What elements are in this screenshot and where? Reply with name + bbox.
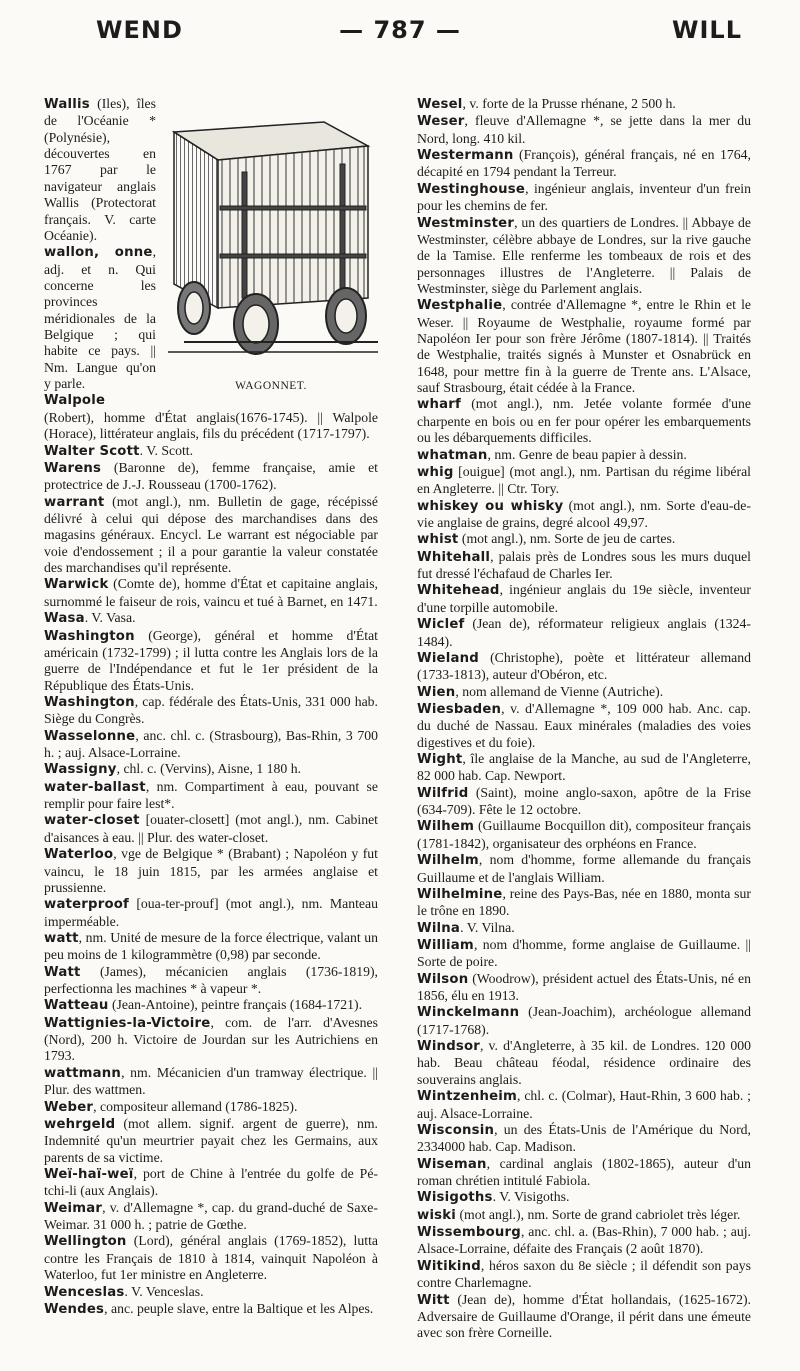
dictionary-entry	[417, 531, 751, 548]
entry-definition: (Jean-Antoine), peintre français (1684-1721).	[108, 997, 363, 1013]
entry-definition: , nm. Mécanicien d'un tramway électrique. || Plur. des wattmen.	[44, 1064, 378, 1098]
entry-definition: (Woodrow), président actuel des États-Unis, né en 1856, élu en 1913.	[417, 970, 751, 1004]
dictionary-entry	[417, 549, 751, 583]
entry-headword: Wisconsin	[417, 1122, 495, 1138]
dictionary-entry	[44, 576, 378, 610]
dictionary-entry	[417, 751, 751, 785]
dictionary-entry	[417, 852, 751, 886]
entry-headword: Walter Scott	[44, 443, 140, 459]
entry-headword: wehrgeld	[44, 1116, 116, 1132]
dictionary-entry	[417, 215, 751, 298]
dictionary-entry	[417, 1207, 751, 1224]
entry-definition: . V. Vasa.	[84, 610, 136, 626]
entry-definition: , nm. Genre de beau papier à dessin.	[487, 446, 687, 462]
dictionary-entry	[417, 1292, 751, 1342]
dictionary-entry	[417, 1224, 751, 1258]
entry-definition: , v. d'Allemagne *, 109 000 hab. Anc. cap. du duché de Nassau. Eaux minérales (maladies des voies digestives et du foie).	[417, 700, 751, 750]
entry-definition: (mot angl.), nm. Sorte d'eau-de-vie anglaise de grains, degré alcool 49,97.	[417, 497, 751, 530]
entry-headword: Wisigoths	[417, 1190, 493, 1206]
dictionary-entry	[44, 997, 378, 1014]
entry-definition: , contrée d'Allemagne *, entre le Rhin et le Weser. || Royaume de Westphalie, royaume formé par Napoléon Ier pour son frère Jérôme (1807-1814). || Traités de Westphalie, traités signés à Munster et Osnabrück en 1648, pour mettre fin à la guerre de Trente ans. L'Alsace, sauf Strasbourg, était cédée à la France.	[417, 297, 751, 396]
dictionary-entry	[44, 628, 378, 694]
entry-headword: Whitehead	[417, 583, 500, 599]
entry-headword: Wight	[417, 752, 463, 768]
entry-definition: [ouigue] (mot angl.), nm. Partisan du régime libéral en Angleterre. || Ctr. Tory.	[417, 463, 751, 497]
entry-headword: Washington	[44, 628, 135, 644]
entry-headword: Watt	[44, 964, 81, 980]
dictionary-entry	[44, 846, 378, 896]
dictionary-entry	[44, 964, 378, 998]
entry-definition: , nom d'homme, forme anglaise de Guillaume. || Sorte de poire.	[417, 936, 751, 970]
dictionary-entry	[417, 886, 751, 920]
entry-definition: (James), mécanicien anglais (1736-1819), perfectionna les machines * à vapeur *.	[44, 963, 378, 997]
entry-definition: , anc. chl. a. (Bas-Rhin), 7 000 hab. ; auj. Alsace-Lorraine, défaite des Français (2 août 1870).	[417, 1224, 751, 1257]
entry-headword: Walpole	[44, 393, 106, 409]
dictionary-entry	[417, 464, 751, 498]
entry-headword: waterproof	[44, 897, 130, 913]
dictionary-entry	[44, 779, 378, 813]
entry-headword: Wattignies-la-Victoire	[44, 1015, 211, 1031]
dictionary-entry	[417, 971, 751, 1005]
entry-headword: whiskey ou whisky	[417, 498, 564, 514]
right-column	[417, 96, 751, 1342]
entry-definition: , nm. Compartiment à eau, pouvant se remplir pour faire lest*.	[44, 778, 378, 812]
entry-definition: , ingénieur anglais, inventeur d'un frein pour les chemins de fer.	[417, 180, 751, 214]
entry-headword: Witikind	[417, 1258, 481, 1274]
dictionary-entry	[417, 616, 751, 650]
entry-definition: (Iles), îles de l'Océanie * (Polynésie), découvertes en 1767 par le navigateur anglais Wallis (Protectorat français. V. carte Océanie).	[44, 96, 156, 243]
dictionary-entry	[44, 1166, 378, 1200]
entry-headword: Wilfrid	[417, 785, 469, 801]
entry-definition: (François), général français, né en 1764, décapité en 1794 pendant la Terreur.	[417, 147, 751, 180]
dictionary-entry	[417, 297, 751, 396]
dictionary-entry	[417, 582, 751, 616]
dictionary-entry	[44, 460, 378, 494]
dictionary-entry	[44, 494, 378, 577]
dictionary-entry	[417, 1258, 751, 1292]
dictionary-entry	[417, 96, 751, 113]
dictionary-entry	[417, 1088, 751, 1122]
entry-definition: (Jean de), homme d'État hollandais, (1625-1672). Adversaire de Guillaume d'Orange, il périt dans une émeute avec son frère Corneille.	[417, 1291, 751, 1341]
dictionary-entry	[417, 1156, 751, 1190]
header-first-word: WEND	[96, 16, 183, 44]
dictionary-entry	[44, 1284, 378, 1301]
entry-headword: Washington	[44, 694, 135, 710]
entry-definition: , port de Chine à l'entrée du golfe de Pé-tchi-li (aux Anglais).	[44, 1166, 378, 1199]
entry-definition: , chl. c. (Vervins), Aisne, 1 180 h.	[116, 761, 302, 777]
entry-definition: (mot angl.), nm. Jetée volante formée d'une charpente en bois ou en fer pour opérer les embarquements ou les débarquements difficiles.	[417, 396, 751, 446]
entry-headword: wattmann	[44, 1065, 122, 1081]
entry-headword: Weï-haï-weï	[44, 1167, 134, 1182]
dictionary-entry	[417, 920, 751, 937]
dictionary-entry	[417, 396, 751, 446]
entry-definition: (Jean de), réformateur religieux anglais (1324-1484).	[417, 616, 751, 649]
dictionary-entry	[417, 147, 751, 181]
dictionary-entry	[44, 443, 378, 460]
dictionary-entry	[417, 1004, 751, 1038]
entry-headword: Wilna	[417, 920, 461, 936]
entry-definition: , palais près de Londres sous les murs duquel fut dressé l'échafaud de Charles Ier.	[417, 548, 751, 582]
entry-headword: Wallis	[44, 97, 90, 112]
entry-definition: , v. d'Allemagne *, cap. du grand-duché de Saxe-Weimar. 31 000 h. ; patrie de Gœthe.	[44, 1199, 378, 1233]
dictionary-entry	[44, 1233, 378, 1283]
entry-definition: (mot allem. signif. argent de guerre), nm. Indemnité qu'un meurtrier payait chez les Germains, aux parents de sa victime.	[44, 1115, 378, 1165]
entry-headword: whig	[417, 464, 454, 480]
dictionary-entry	[417, 684, 751, 701]
entry-headword: watt	[44, 930, 79, 946]
entry-definition: (Robert), homme d'État anglais(1676-1745). || Walpole (Horace), littérateur anglais, fils du précédent (1717-1797).	[44, 409, 378, 442]
dictionary-entry	[417, 937, 751, 971]
entry-definition: (Comte de), homme d'État et capitaine anglais, surnommé le faiseur de rois, vaincu et tué à Barnet, en 1471.	[44, 576, 378, 609]
entry-headword: Westermann	[417, 148, 514, 164]
dictionary-entry	[44, 1015, 378, 1065]
dictionary-entry	[44, 1099, 378, 1116]
entry-definition: , nom d'homme, forme allemande du français Guillaume et de l'anglais William.	[417, 852, 751, 885]
entry-definition: , anc. chl. c. (Strasbourg), Bas-Rhin, 3 700 h. ; auj. Alsace-Lorraine.	[44, 727, 378, 761]
entry-definition: (mot angl.), nm. Sorte de grand cabriolet très léger.	[456, 1206, 741, 1222]
entry-headword: Wiseman	[417, 1156, 487, 1172]
entry-definition: , anc. peuple slave, entre la Baltique et les Alpes.	[104, 1300, 374, 1316]
wagonnet-illustration	[164, 98, 378, 390]
dictionary-entry	[417, 701, 751, 751]
left-column	[44, 96, 378, 1318]
entry-headword: Wasa	[44, 611, 85, 627]
entry-definition: , cardinal anglais (1802-1865), auteur d'un roman chrétien intitulé Fabiola.	[417, 1155, 751, 1188]
entry-headword: Witt	[417, 1292, 450, 1308]
entry-headword: Wilhelmine	[417, 886, 503, 902]
dictionary-entry	[417, 181, 751, 215]
header-last-word: WILL	[672, 16, 742, 44]
entry-headword: Wendes	[44, 1301, 105, 1317]
entry-definition: (mot angl.), nm. Sorte de jeu de cartes.	[458, 531, 676, 547]
dictionary-entry	[417, 498, 751, 532]
entry-headword: whist	[417, 532, 459, 548]
entry-headword: Wiclef	[417, 617, 465, 633]
entry-definition: , un des quartiers de Londres. || Abbaye de Westminster, célèbre abbaye de Londres, sur la rive gauche de la Tamise. Elle renferme les tombeaux de rois et des personnages illustres de l'Angleterre. || Palais de Westminster, siège du Parlement anglais.	[417, 214, 751, 296]
entry-definition: , reine des Pays-Bas, née en 1880, monta sur le trône en 1890.	[417, 885, 751, 919]
entry-headword: Weber	[44, 1099, 94, 1115]
entry-definition: (George), général et homme d'État américain (1732-1799) ; il lutta contre les Anglais lors de la guerre de l'Indépendance et fut le 1er président de la République des États-Unis.	[44, 627, 378, 693]
entry-headword: Waterloo	[44, 847, 114, 863]
page-header	[0, 16, 800, 52]
dictionary-entry	[44, 728, 378, 762]
entry-headword: Weser	[417, 114, 465, 130]
dictionary-entry	[44, 930, 378, 964]
entry-headword: wharf	[417, 397, 461, 413]
entry-headword: Wasselonne	[44, 728, 136, 744]
entry-definition: , un des États-Unis de l'Amérique du Nord, 2334000 hab. Cap. Madison.	[417, 1121, 751, 1155]
entry-headword: Wellington	[44, 1234, 127, 1250]
entry-definition: , vge de Belgique * (Brabant) ; Napoléon y fut vaincu, le 18 juin 1815, par les armées anglaise et prussienne.	[44, 846, 378, 895]
entry-definition: , com. de l'arr. d'Avesnes (Nord), 200 h. Victoire de Jourdan sur les Autrichiens en 1793.	[44, 1014, 378, 1064]
entry-definition: . V. Venceslas.	[124, 1283, 204, 1299]
dictionary-entry	[417, 1122, 751, 1156]
entry-definition: (mot angl.), nm. Bulletin de gage, récépissé délivré à celui qui dépose des marchandises dans des magasins généraux. Encycl. Le warrant est négociable par voie d'endossement ; il a pour garantie la valeur constatée des marchandises qu'il représente.	[44, 493, 378, 576]
entry-definition: (Guillaume Bocquillon dit), compositeur français (1781-1842), organisateur des orphéons en France.	[417, 818, 751, 851]
entry-headword: Wieland	[417, 650, 479, 666]
entry-headword: Watteau	[44, 998, 109, 1014]
dictionary-entry	[44, 761, 378, 778]
entry-definition: (Jean-Joachim), archéologue allemand (1717-1768).	[417, 1004, 751, 1037]
entry-headword: Westminster	[417, 215, 515, 231]
entry-headword: Wilson	[417, 971, 469, 987]
dictionary-entry	[44, 610, 378, 627]
dictionary-entry	[44, 896, 378, 930]
entry-definition: , cap. fédérale des États-Unis, 331 000 hab. Siège du Congrès.	[44, 693, 378, 727]
entry-headword: water-ballast	[44, 779, 146, 795]
entry-headword: Whitehall	[417, 549, 491, 565]
entry-definition: (Christophe), poète et littérateur allemand (1733-1813), auteur d'Obéron, etc.	[417, 649, 751, 683]
entry-headword: Westinghouse	[417, 181, 526, 197]
entry-headword: Westphalie	[417, 298, 503, 314]
entry-headword: Warens	[44, 460, 102, 476]
entry-headword: wallon, onne	[44, 245, 153, 261]
entry-headword: Wesel	[417, 97, 463, 112]
entry-definition: . V. Visigoths.	[492, 1189, 570, 1205]
entry-headword: whatman	[417, 447, 488, 463]
dictionary-entry	[44, 1200, 378, 1234]
entry-definition: , ingénieur anglais du 19e siècle, inventeur d'une torpille automobile.	[417, 582, 751, 615]
dictionary-entry	[44, 812, 378, 846]
figure-caption: WAGONNET.	[235, 379, 307, 392]
dictionary-entry	[417, 785, 751, 819]
dictionary-entry	[417, 447, 751, 464]
entry-definition: , chl. c. (Colmar), Haut-Rhin, 3 600 hab. ; auj. Alsace-Lorraine.	[417, 1088, 751, 1121]
entry-headword: Weimar	[44, 1200, 103, 1216]
entry-definition: , adj. et n. Qui concerne les provinces méridionales de la Belgique ; qui habite ce pays. || Nm. Langue qu'on y parle.	[44, 244, 156, 392]
page-number: — 787 —	[339, 16, 461, 44]
entry-definition: , fleuve d'Allemagne *, se jette dans la mer du Nord, long. 410 kil.	[417, 113, 751, 146]
entry-headword: water-closet	[44, 813, 140, 829]
dictionary-entry	[44, 1116, 378, 1166]
entry-definition: , héros saxon du 8e siècle ; il défendit son pays contre Charlemagne.	[417, 1257, 751, 1291]
entry-definition: , v. forte de la Prusse rhénane, 2 500 h.	[462, 96, 676, 111]
entry-definition: (Saint), moine anglo-saxon, apôtre de la Frise (634-709). Fête le 12 octobre.	[417, 784, 751, 818]
entry-headword: wiski	[417, 1207, 457, 1223]
entry-headword: Wenceslas	[44, 1284, 125, 1300]
entry-headword: Winckelmann	[417, 1005, 520, 1021]
entry-headword: Warwick	[44, 577, 109, 593]
entry-definition: , v. d'Angleterre, à 35 kil. de Londres. 120 000 hab. Beau château féodal, résidence ordinaire des souverains anglais.	[417, 1038, 751, 1087]
entry-definition: , nom allemand de Vienne (Autriche).	[455, 683, 664, 699]
entry-headword: Wintzenheim	[417, 1089, 518, 1105]
entry-headword: Wilhelm	[417, 853, 479, 869]
entry-headword: Wiesbaden	[417, 701, 502, 717]
entry-headword: Wassigny	[44, 762, 117, 778]
dictionary-entry	[417, 1038, 751, 1088]
entry-headword: Wissembourg	[417, 1225, 521, 1241]
entry-headword: Wien	[417, 684, 456, 700]
dictionary-entry	[44, 1065, 378, 1099]
entry-definition: (Baronne de), femme française, amie et protectrice de J.-J. Rousseau (1700-1762).	[44, 459, 378, 493]
entry-headword: Wilhem	[417, 819, 475, 835]
dictionary-entry	[417, 818, 751, 852]
entry-definition: , île anglaise de la Manche, au sud de l'Angleterre, 82 000 hab. Cap. Newport.	[417, 751, 751, 784]
entry-definition: . V. Scott.	[139, 442, 194, 458]
entry-definition: [oua-ter-prouf] (mot angl.), nm. Manteau imperméable.	[44, 896, 378, 929]
entry-definition: [ouater-closett] (mot angl.), nm. Cabinet d'aisances à eau. || Plur. des water-closet.	[44, 812, 378, 845]
dictionary-entry	[417, 113, 751, 147]
entry-headword: William	[417, 937, 474, 953]
entry-headword: Windsor	[417, 1039, 480, 1055]
dictionary-entry	[417, 1189, 751, 1206]
entry-definition: , nm. Unité de mesure de la force électrique, valant un peu moins de 1 kilogrammètre (0,98) par seconde.	[44, 929, 378, 963]
dictionary-entry	[44, 392, 378, 442]
wagon-engraving	[164, 98, 378, 368]
entry-definition: . V. Vilna.	[460, 919, 515, 935]
entry-definition: (Lord), général anglais (1769-1852), lutta contre les Français de 1810 à 1814, vainquit Napoléon à Waterloo, fut 1er ministre en Angleterre.	[44, 1233, 378, 1283]
entry-headword: warrant	[44, 494, 105, 510]
dictionary-entry	[44, 694, 378, 728]
dictionary-entry	[417, 650, 751, 684]
dictionary-entry	[44, 1301, 378, 1318]
entry-definition: , compositeur allemand (1786-1825).	[93, 1098, 298, 1114]
